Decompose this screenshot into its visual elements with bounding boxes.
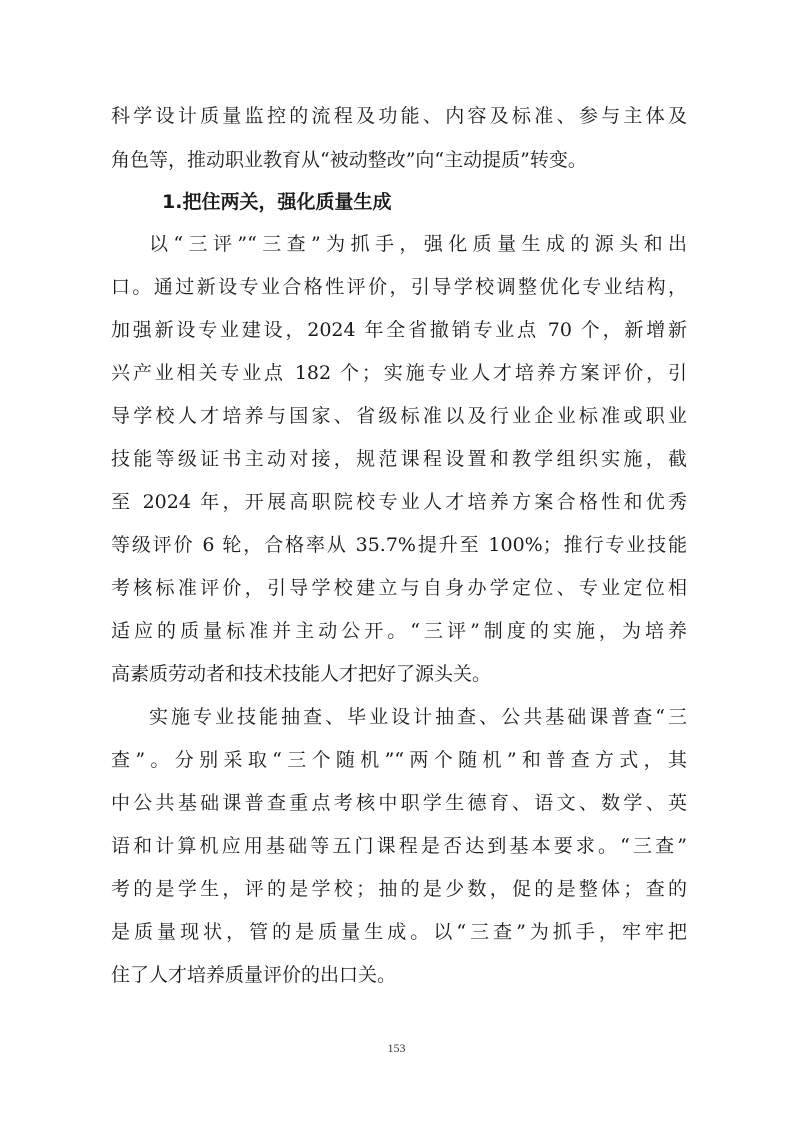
text-line: 技能等级证书主动对接，规范课程设置和教学组织实施，截 [111,448,687,470]
text-line: 住了人才培养质量评价的出口关。 [111,964,397,986]
text-line: 兴产业相关专业点 182 个；实施专业人才培养方案评价，引 [111,362,687,384]
text-line: 实施专业技能抽查、毕业设计抽查、公共基础课普查“三 [149,706,687,728]
text-line: 以“三评”“三查”为抓手，强化质量生成的源头和出 [149,233,687,255]
text-line: 中公共基础课普查重点考核中职学生德育、语文、数学、英 [111,792,687,814]
page-number: 153 [387,1041,406,1055]
text-line: 查”。分别采取“三个随机”“两个随机”和普查方式，其 [111,749,687,771]
text-line: 角色等，推动职业教育从“被动整改”向“主动提质”转变。 [111,149,587,171]
text-line: 语和计算机应用基础等五门课程是否达到基本要求。“三查” [111,835,687,857]
text-line: 导学校人才培养与国家、省级标准以及行业企业标准或职业 [111,405,687,427]
text-line: 适应的质量标准并主动公开。“三评”制度的实施，为培养 [111,620,687,642]
text-line: 考的是学生，评的是学校；抽的是少数，促的是整体；查的 [111,878,687,900]
text-line: 考核标准评价，引导学校建立与自身办学定位、专业定位相 [111,577,687,599]
section-heading: 1.把住两关，强化质量生成 [162,191,392,213]
text-line: 加强新设专业建设，2024 年全省撤销专业点 70 个，新增新 [111,319,687,341]
text-line: 等级评价 6 轮，合格率从 35.7%提升至 100%；推行专业技能 [111,534,687,556]
text-line: 是质量现状，管的是质量生成。以“三查”为抓手，牢牢把 [111,921,687,943]
text-line: 口。通过新设专业合格性评价，引导学校调整优化专业结构， [111,276,687,298]
text-line: 科学设计质量监控的流程及功能、内容及标准、参与主体及 [111,105,687,127]
text-line: 至 2024 年，开展高职院校专业人才培养方案合格性和优秀 [111,491,687,513]
text-line: 高素质劳动者和技术技能人才把好了源头关。 [111,663,492,685]
